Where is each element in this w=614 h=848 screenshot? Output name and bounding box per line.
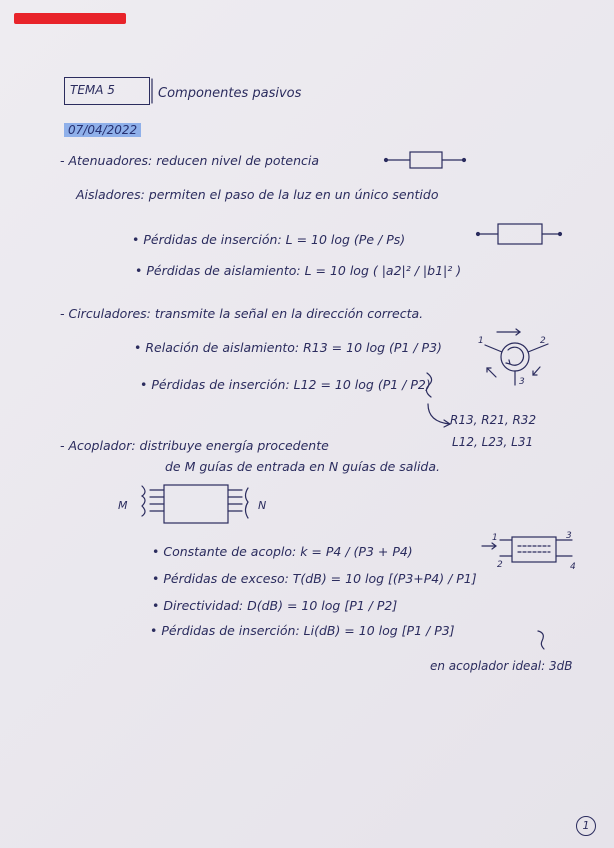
coupler-port-1: 1	[492, 533, 498, 543]
circulator-diagram	[485, 329, 548, 385]
circ-r-list: R13, R21, R32	[450, 413, 537, 427]
atenuadores-line: - Atenuadores: reducen nivel de potencia	[60, 153, 320, 168]
coupler-port-3: 3	[566, 531, 572, 541]
coupling-constant: • Constante de acoplo: k = P4 / (P3 + P4)	[152, 544, 413, 559]
topic-title: Componentes pasivos	[158, 86, 302, 101]
aisladores-line: Aisladores: permiten el paso de la luz en un único sentido	[76, 187, 439, 202]
aisl-insertion-loss: • Pérdidas de inserción: L = 10 log (Pe / Ps)	[132, 232, 406, 247]
mxn-coupler-diagram	[142, 485, 248, 523]
aisl-isolation-loss: • Pérdidas de aislamiento: L = 10 log ( |a2|² / |b1|² )	[135, 263, 462, 278]
circ-isolation-ratio: • Relación de aislamiento: R13 = 10 log (P1 / P3)	[134, 340, 442, 355]
m-label: M	[118, 499, 128, 512]
page-number: 1	[576, 816, 596, 836]
coupler-port-2: 2	[497, 560, 503, 570]
directivity: • Directividad: D(dB) = 10 log [P1 / P2]	[152, 598, 398, 613]
n-label: N	[258, 499, 267, 512]
coupler-port-4: 4	[570, 562, 576, 572]
date-highlight: 07/04/2022	[64, 123, 141, 137]
isolator-symbol	[477, 224, 562, 244]
excess-loss: • Pérdidas de exceso: T(dB) = 10 log [(P3+P4) / P1]	[152, 571, 477, 586]
ideal-coupler-note: en acoplador ideal: 3dB	[430, 659, 573, 673]
coupler-2x2-diagram	[482, 537, 572, 562]
topic-label: TEMA 5	[70, 83, 115, 97]
circ-port-1: 1	[478, 336, 484, 346]
coupler-insertion-loss: • Pérdidas de inserción: Li(dB) = 10 log [P1 / P3]	[150, 623, 455, 638]
circ-port-2: 2	[540, 336, 546, 346]
circ-l-list: L12, L23, L31	[452, 435, 534, 449]
acoplador-line-2: de M guías de entrada en N guías de salida.	[165, 459, 440, 474]
circ-insertion-loss: • Pérdidas de inserción: L12 = 10 log (P1 / P2)	[140, 377, 431, 392]
circuladores-line: - Circuladores: transmite la señal en la dirección correcta.	[60, 306, 424, 321]
attenuator-symbol	[385, 152, 466, 168]
acoplador-line-1: - Acoplador: distribuye energía procedente	[60, 438, 329, 453]
circ-port-3: 3	[519, 377, 525, 387]
